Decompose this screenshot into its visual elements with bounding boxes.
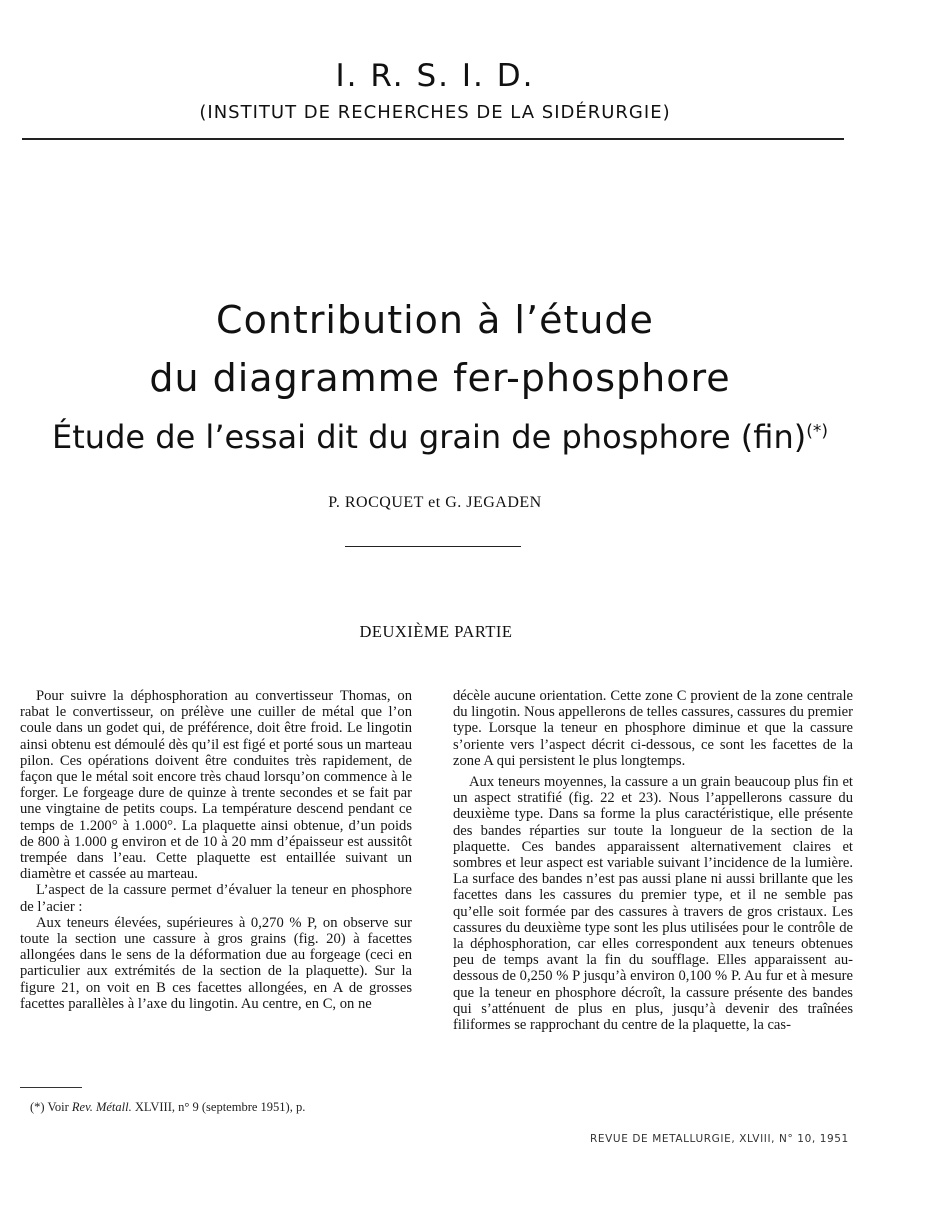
footnote-details: XLVIII, n° 9 (septembre 1951), p. [134,1100,306,1114]
paragraph: Aux teneurs moyennes, la cassure a un grain beaucoup plus fin et un aspect stratifié (fig. 22 et 23). Nous l’appellerons cassure du deuxième type. Dans sa forme la plus caractéristique, elle présente des bandes réparties sur toute la longueur de la section de la plaquette. Ces bandes apparaissent alternativement claires et sombres et leur aspect est variable suivant l’incidence de la lumière. La surface des bandes n’est pas aussi plane ni aussi brillante que les facettes dans les cassures du premier type, et il ne semble pas qu’elle soit formée par des cassures à travers de gros cristaux. Les cassures du deuxième type sont les plus utilisées pour le contrôle de la déphosphoration, car elles correspondent aux teneurs obtenues peu de temps avant la fin du soufflage. Elles apparaissent au-dessous de 0,250 % P jusqu’à environ 0,100 % P. Au fur et à mesure que la teneur en phosphore décroît, la cassure présente des bandes qui s’atténuent de plus en plus, jusqu’à devenir des traînées filiformes se rapprochant du centre de la plaquette, la cas- [453,774,853,1034]
article-title-line-1: Contribution à l’étude [216,298,654,342]
institute-full-name: (INSTITUT DE RECHERCHES DE LA SIDÉRURGIE) [199,102,671,123]
subtitle-text: Étude de l’essai dit du grain de phosphore (fin) [52,418,807,456]
subtitle-footnote-mark[interactable]: (*) [806,421,828,442]
footnote-rule [20,1087,82,1088]
institute-acronym: I. R. S. I. D. [335,58,535,94]
article-title-line-2: du diagramme fer-phosphore [149,356,731,400]
article-authors: P. ROCQUET et G. JEGADEN [328,494,542,511]
footnote-journal: Rev. Métall. [71,1100,132,1114]
footnote-mark: (*) Voir [30,1100,69,1114]
paragraph: Aux teneurs élevées, supérieures à 0,270 % P, on observe sur toute la section une cassure à gros grains (fig. 20) à facettes allongées dans le sens de la déformation due au forgeage (ceci en particulier aux extrémités de la section de la plaquette). Sur la figure 21, on voit en B ces facettes allongées, en A de grosses facettes parallèles à l’axe du lingotin. Au centre, en C, on ne [20,914,412,1012]
body-column-right [453,688,853,1033]
title-separator-rule [345,546,521,547]
paragraph: Pour suivre la déphosphoration au convertisseur Thomas, on rabat le convertisseur, on prélève une cuiller de métal que l’on coule dans un godet qui, de préférence, doit être froid. Le lingotin ainsi obtenu est démoulé dès qu’il est figé et porté sous un marteau pilon. Ces opérations doivent être conduites très rapidement, de façon que le métal soit encore très chaud lorsqu’on commence à le forger. Le forgeage dure de quinze à trente secondes et se fait par une vingtaine de petits coups. La température descend pendant ce temps de 1.200° à 1.000°. La plaquette ainsi obtenue, d’un poids de 800 à 1.000 g environ et de 10 à 20 mm d’épaisseur est aussitôt trempée dans l’eau. Cette plaquette est entaillée suivant un diamètre et cassée au marteau. [20,688,412,883]
section-heading: DEUXIÈME PARTIE [359,622,513,641]
article-subtitle [30,418,850,456]
footnote [30,1100,420,1115]
paragraph: L’aspect de la cassure permet d’évaluer la teneur en phosphore de l’acier : [20,882,412,915]
paragraph: décèle aucune orientation. Cette zone C provient de la zone centrale du lingotin. Nous appellerons de telles cassures, cassures du premier type. Lorsque la teneur en phosphore diminue et que la cassure s’oriente vers l’aspect décrit ci-dessous, ce sont les facettes de la zone A qui persistent le plus longtemps. [453,688,854,769]
running-footer: REVUE DE METALLURGIE, XLVIII, N° 10, 1951 [590,1133,849,1145]
body-column-left [20,688,412,1012]
header-rule [22,138,844,140]
